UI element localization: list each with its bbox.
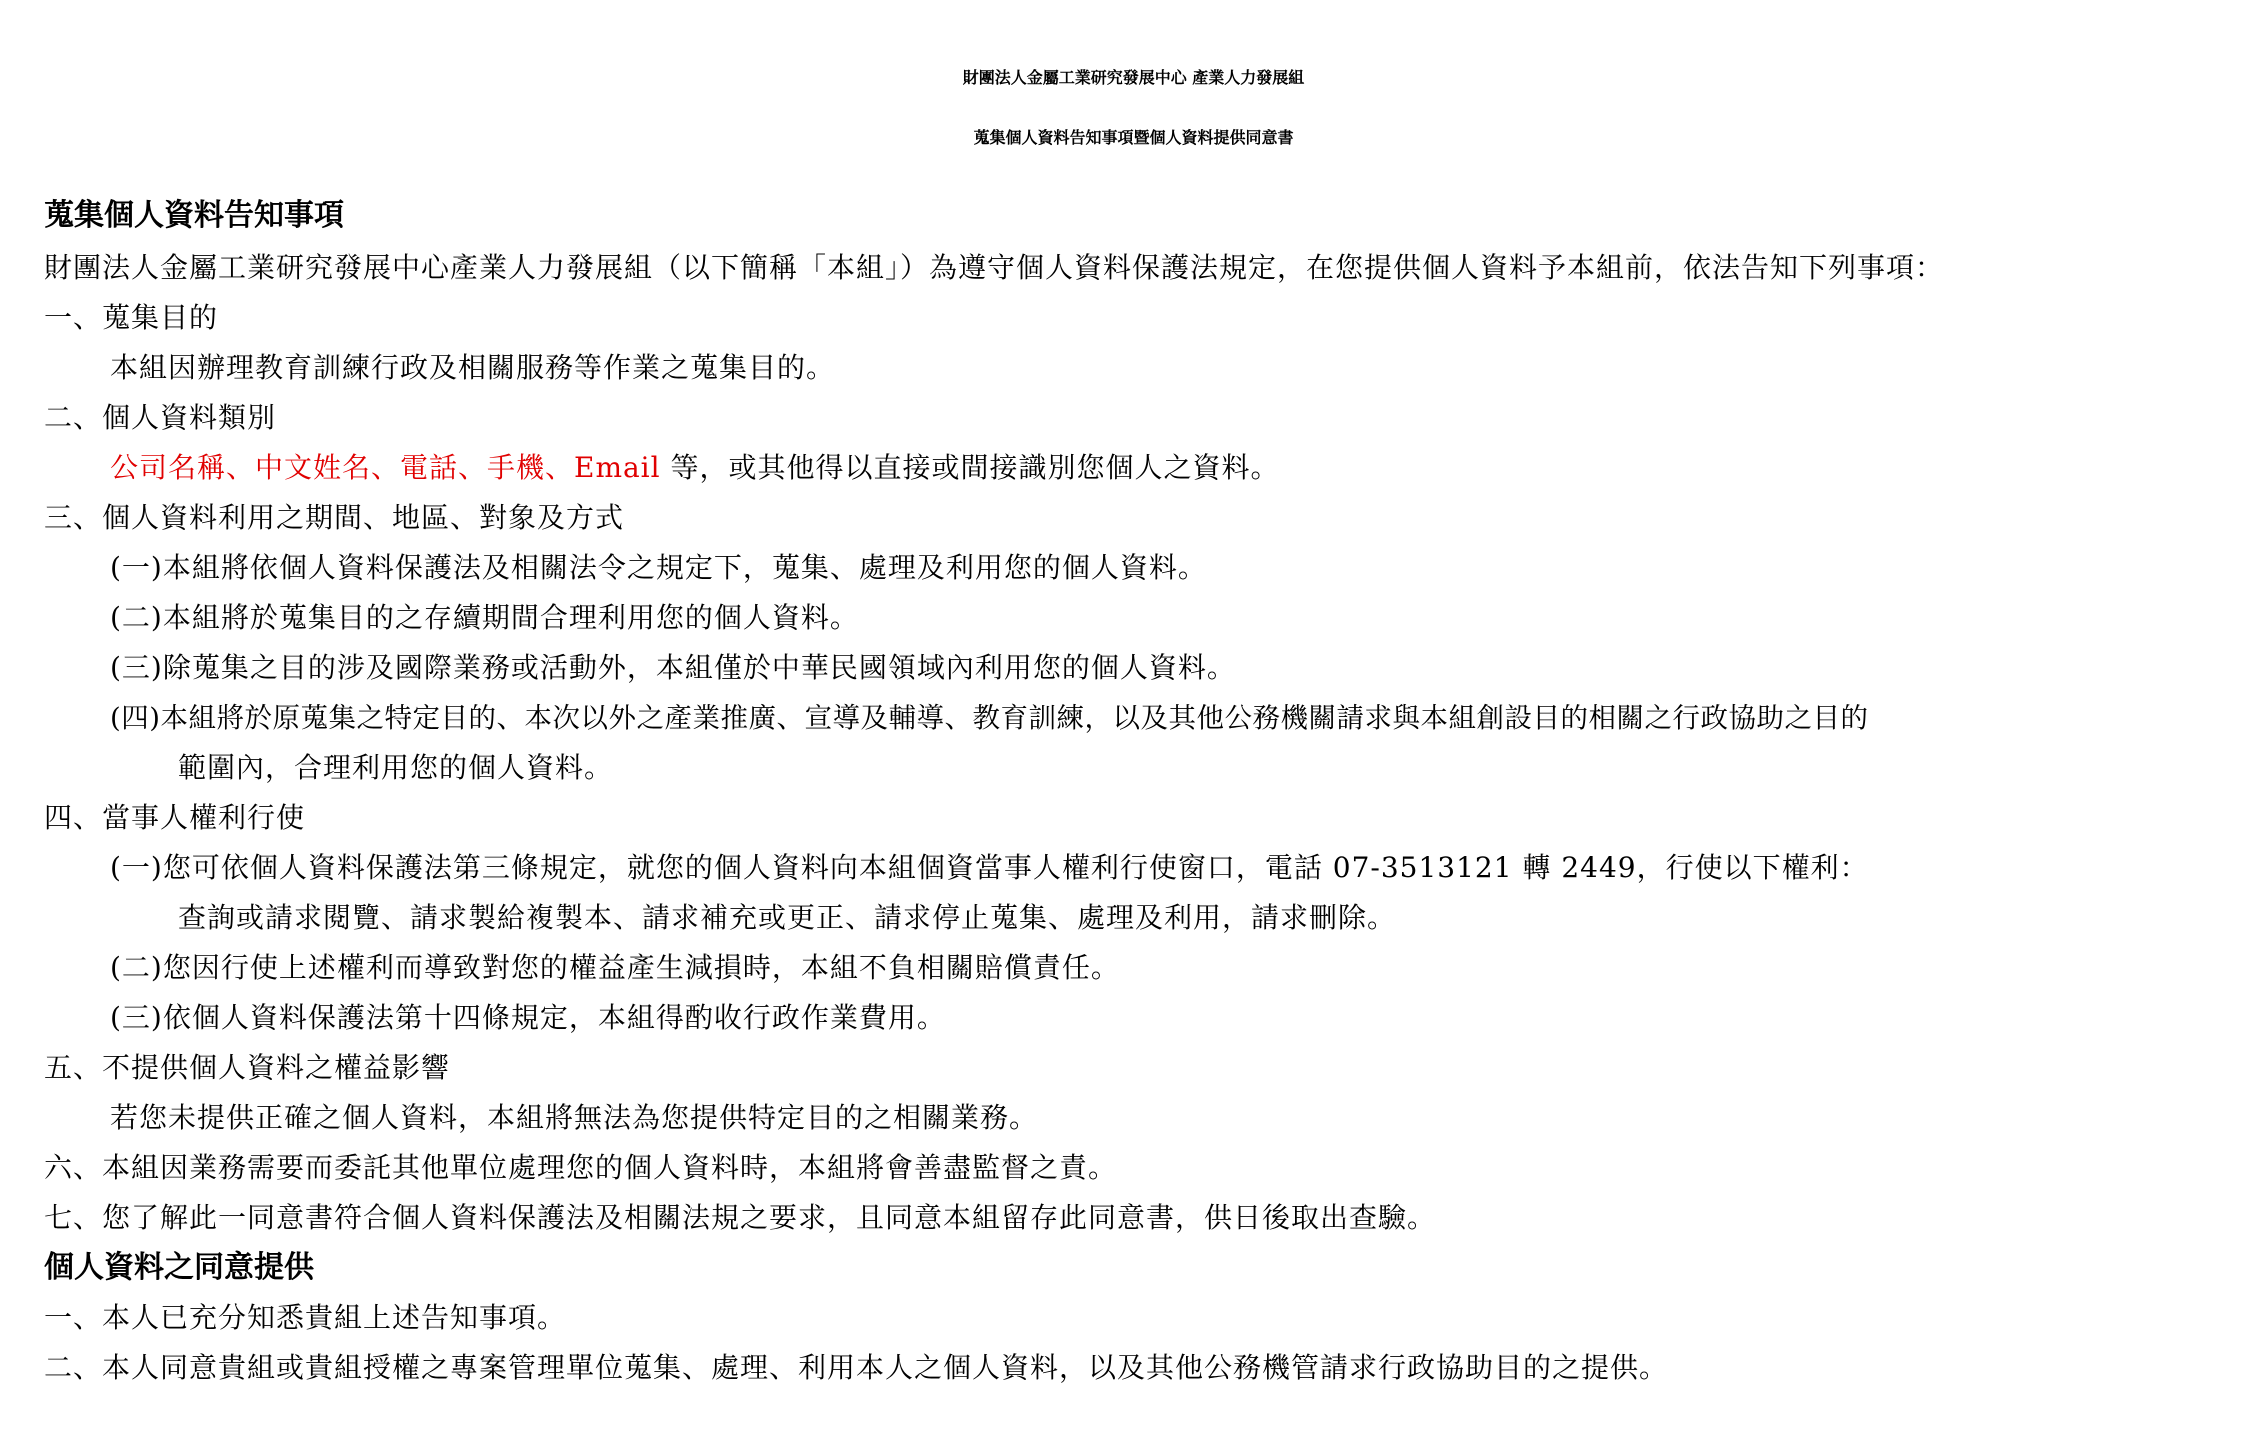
section3-item2: (二)本組將於蒐集目的之存續期間合理利用您的個人資料。: [110, 601, 859, 634]
section3-item4-continued: 範圍內，合理利用您的個人資料。: [178, 751, 614, 784]
section2-body-rest: 等，或其他得以直接或間接識別您個人之資料。: [660, 451, 1280, 484]
section1-body: 本組因辦理教育訓練行政及相關服務等作業之蒐集目的。: [110, 351, 836, 384]
section4-item2: (二)您因行使上述權利而導致對您的權益產生減損時，本組不負相關賠償責任。: [110, 951, 1120, 984]
document-title-line2: 蒐集個人資料告知事項暨個人資料提供同意書: [973, 128, 1294, 147]
consent-item2: 二、本人同意貴組或貴組授權之專案管理單位蒐集、處理、利用本人之個人資料，以及其他公務機管請求行政協助目的之提供。: [44, 1351, 1669, 1384]
section1-title: 一、蒐集目的: [44, 301, 219, 334]
data-categories-highlight: 公司名稱、中文姓名、電話、手機、Email: [110, 451, 661, 484]
section3-item1: (一)本組將依個人資料保護法及相關法令之規定下，蒐集、處理及利用您的個人資料。: [110, 551, 1207, 584]
section4-item3: (三)依個人資料保護法第十四條規定，本組得酌收行政作業費用。: [110, 1001, 946, 1034]
document-title-line1: 財團法人金屬工業研究發展中心 產業人力發展組: [962, 68, 1305, 87]
consent-item1: 一、本人已充分知悉貴組上述告知事項。: [44, 1301, 567, 1334]
notice-intro: 財團法人金屬工業研究發展中心產業人力發展組（以下簡稱「本組」）為遵守個人資料保護法規定，在您提供個人資料予本組前，依法告知下列事項：: [44, 251, 1945, 284]
section6: 六、本組因業務需要而委託其他單位處理您的個人資料時，本組將會善盡監督之責。: [44, 1151, 1118, 1184]
consent-heading: 個人資料之同意提供: [44, 1250, 314, 1285]
section5-body: 若您未提供正確之個人資料，本組將無法為您提供特定目的之相關業務。: [110, 1101, 1039, 1134]
section4-title: 四、當事人權利行使: [44, 801, 306, 834]
notice-heading: 蒐集個人資料告知事項: [44, 198, 344, 233]
section3-item3: (三)除蒐集之目的涉及國際業務或活動外，本組僅於中華民國領域內利用您的個人資料。: [110, 651, 1236, 684]
section3-item4: (四)本組將於原蒐集之特定目的、本次以外之產業推廣、宣導及輔導、教育訓練，以及其他公務機關請求與本組創設目的相關之行政協助之目的: [110, 702, 1869, 734]
section3-title: 三、個人資料利用之期間、地區、對象及方式: [44, 501, 625, 534]
section2-body: [110, 448, 1280, 488]
section7: 七、您了解此一同意書符合個人資料保護法及相關法規之要求，且同意本組留存此同意書，供日後取出查驗。: [44, 1201, 1437, 1234]
section4-item1-rights: 查詢或請求閱覽、請求製給複製本、請求補充或更正、請求停止蒐集、處理及利用，請求刪除。: [178, 901, 1397, 934]
section2-title: 二、個人資料類別: [44, 401, 277, 434]
section5-title: 五、不提供個人資料之權益影響: [44, 1051, 451, 1084]
section4-item1: (一)您可依個人資料保護法第三條規定，就您的個人資料向本組個資當事人權利行使窗口，電話 07-3513121 轉 2449，行使以下權利：: [110, 851, 1869, 884]
